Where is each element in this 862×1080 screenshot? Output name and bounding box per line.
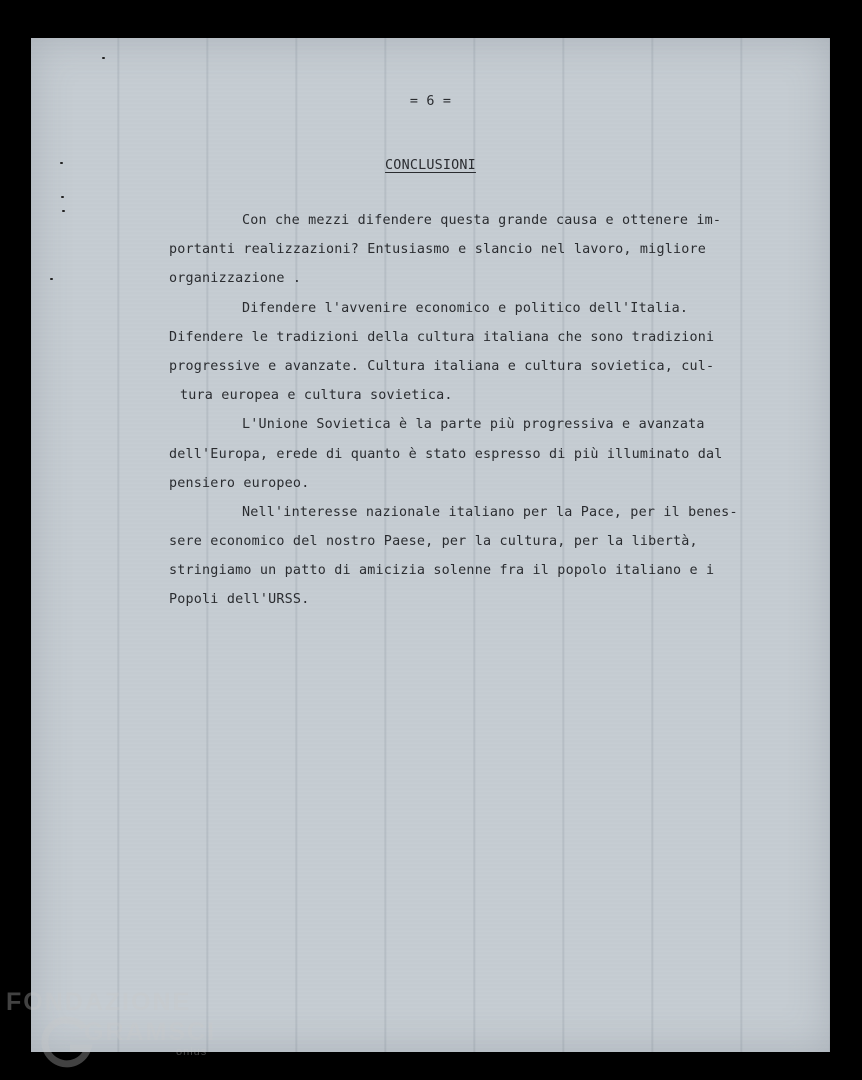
text-line: organizzazione . bbox=[169, 271, 302, 287]
document-body bbox=[169, 206, 829, 615]
text-line: Difendere le tradizioni della cultura italiana che sono tradizioni bbox=[169, 329, 715, 345]
text-line: progressive e avanzate. Cultura italiana e cultura sovietica, cul- bbox=[169, 358, 715, 374]
ink-speck bbox=[61, 196, 64, 198]
text-line: tura europea e cultura sovietica. bbox=[180, 388, 453, 404]
ink-speck bbox=[62, 210, 65, 212]
watermark-logo bbox=[6, 988, 226, 1080]
text-line: portanti realizzazioni? Entusiasmo e slancio nel lavoro, migliore bbox=[169, 242, 707, 258]
document-page bbox=[31, 38, 830, 1052]
text-line: Popoli dell'URSS. bbox=[169, 592, 310, 608]
page-number: = 6 = bbox=[409, 94, 452, 109]
text-line: Difendere l'avvenire economico e politico dell'Italia. bbox=[242, 300, 689, 316]
text-line: dell'Europa, erede di quanto è stato espresso di più illuminato dal bbox=[169, 446, 723, 462]
watermark-line2: GRAMSCI bbox=[84, 1018, 217, 1046]
watermark-line3: onlus bbox=[176, 1046, 208, 1058]
heading-text: CONCLUSIONI bbox=[385, 158, 476, 173]
watermark-line1: FONDAZIONE bbox=[6, 988, 192, 1016]
document-heading bbox=[31, 158, 830, 173]
text-line: L'Unione Sovietica è la parte più progressiva e avanzata bbox=[242, 417, 705, 433]
text-line: stringiamo un patto di amicizia solenne fra il popolo italiano e i bbox=[169, 563, 715, 579]
text-line: Con che mezzi difendere questa grande causa e ottenere im- bbox=[242, 213, 722, 228]
text-line: pensiero europeo. bbox=[169, 475, 310, 491]
text-line: sere economico del nostro Paese, per la cultura, per la libertà, bbox=[169, 534, 698, 550]
ink-speck bbox=[102, 57, 105, 59]
ink-speck bbox=[60, 162, 63, 164]
text-line: Nell'interesse nazionale italiano per la Pace, per il benes- bbox=[242, 504, 738, 520]
ink-speck bbox=[50, 278, 53, 280]
